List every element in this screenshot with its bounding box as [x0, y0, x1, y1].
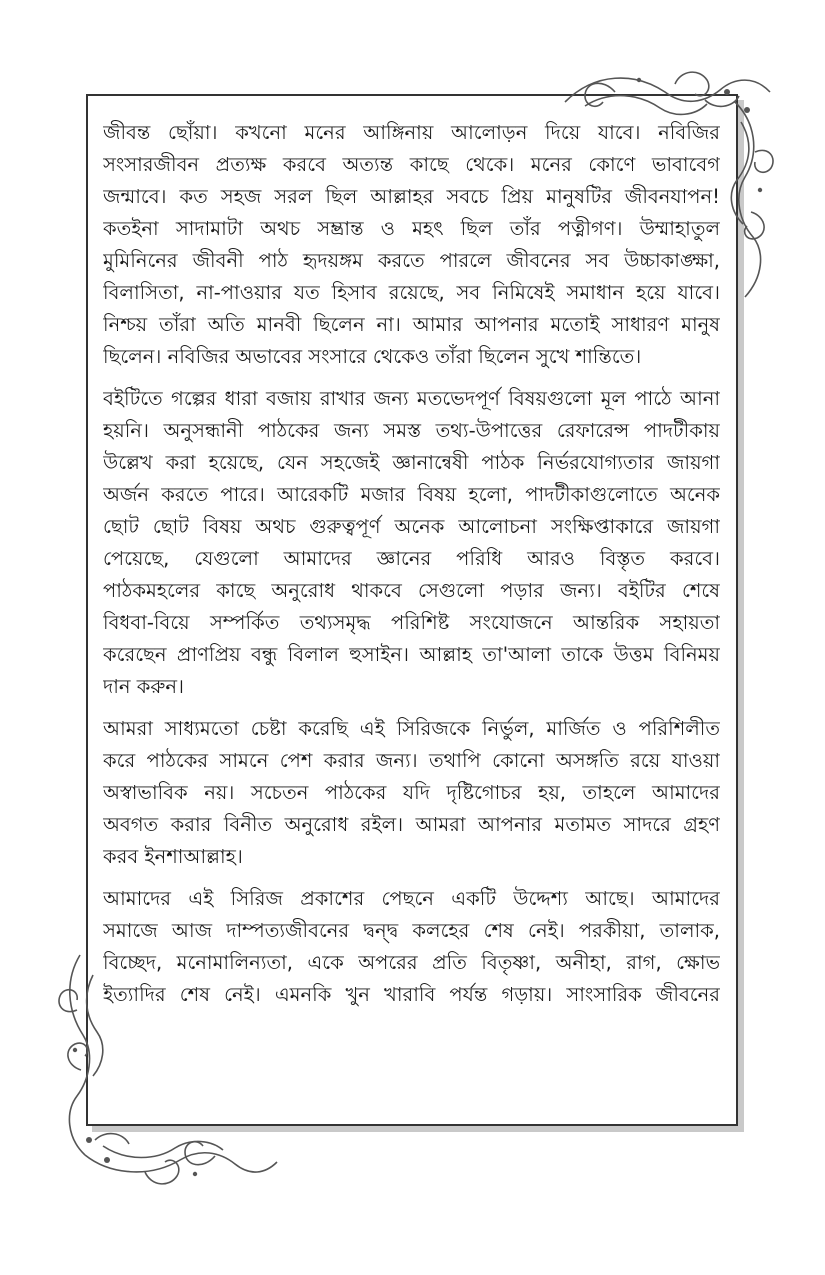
text-line: বিধবা-বিয়ে সম্পর্কিত তথ্যসমৃদ্ধ পরিশিষ্ট সংযোজনে আন্তরিক সহায়তা [103, 611, 720, 634]
text-line: অবগত করার বিনীত অনুরোধ রইল। আমরা আপনার মতামত সাদরে গ্রহণ [103, 813, 720, 836]
paragraph-1 [103, 117, 720, 373]
text-line: ছোট ছোট বিষয় অথচ গুরুত্বপূর্ণ অনেক আলোচনা সংক্ষিপ্তাকারে জায়গা [103, 515, 720, 538]
paragraph-2 [103, 383, 720, 703]
text-line: সংসারজীবন প্রত্যক্ষ করবে অত্যন্ত কাছে থেকে। মনের কোণে ভাবাবেগ [103, 153, 720, 176]
text-line: আমরা সাধ্যমতো চেষ্টা করেছি এই সিরিজকে নির্ভুল, মার্জিত ও পরিশিলীত [103, 717, 720, 740]
text-line: দান করুন। [103, 675, 184, 698]
text-line: বিচ্ছেদ, মনোমালিন্যতা, একে অপরের প্রতি বিতৃষ্ণা, অনীহা, রাগ, ক্ষোভ [103, 951, 720, 974]
text-line: পেয়েছে, যেগুলো আমাদের জ্ঞানের পরিধি আরও বিস্তৃত করবে। [103, 547, 720, 570]
text-line: জীবন্ত ছোঁয়া। কখনো মনের আঙ্গিনায় আলোড়ন দিয়ে যাবে। নবিজির [103, 121, 720, 144]
text-line: অর্জন করতে পারে। আরেকটি মজার বিষয় হলো, পাদটীকাগুলোতে অনেক [103, 483, 720, 506]
text-line: আমাদের এই সিরিজ প্রকাশের পেছনে একটি উদ্দেশ্য আছে। আমাদের [103, 887, 720, 910]
text-line: ইত্যাদির শেষ নেই। এমনকি খুন খারাবি পর্যন্ত গড়ায়। সাংসারিক জীবনের [103, 983, 720, 1006]
text-line: করব ইনশাআল্লাহ। [103, 845, 243, 868]
text-line: বইটিতে গল্পের ধারা বজায় রাখার জন্য মতভেদপূর্ণ বিষয়গুলো মূল পাঠে আনা [103, 387, 720, 410]
text-line: করে পাঠকের সামনে পেশ করার জন্য। তথাপি কোনো অসঙ্গতি রয়ে যাওয়া [103, 749, 720, 772]
text-line: বিলাসিতা, না-পাওয়ার যত হিসাব রয়েছে, সব নিমিষেই সমাধান হয়ে যাবে। [103, 281, 720, 304]
body-text [103, 117, 720, 1107]
text-line: উল্লেখ করা হয়েছে, যেন সহজেই জ্ঞানান্বেষী পাঠক নির্ভরযোগ্যতার জায়গা [103, 451, 720, 474]
text-line: জন্মাবে। কত সহজ সরল ছিল আল্লাহর সবচে প্রিয় মানুষটির জীবনযাপন! [103, 185, 720, 208]
paragraph-4 [103, 883, 720, 1011]
text-line: কতইনা সাদামাটা অথচ সম্ভ্রান্ত ও মহৎ ছিল তাঁর পত্নীগণ। উম্মাহাতুল [103, 217, 720, 240]
text-line: হয়নি। অনুসন্ধানী পাঠকের জন্য সমস্ত তথ্য-উপাত্তের রেফারেন্স পাদটীকায় [103, 419, 720, 442]
text-line: করেছেন প্রাণপ্রিয় বন্ধু বিলাল হুসাইন। আল্লাহ তা'আলা তাকে উত্তম বিনিময় [103, 643, 720, 666]
text-line: মুমিনিনের জীবনী পাঠ হৃদয়ঙ্গম করতে পারলে জীবনের সব উচ্চাকাঙ্ক্ষা, [103, 249, 720, 272]
text-line: ছিলেন। নবিজির অভাবের সংসারে থেকেও তাঁরা ছিলেন সুখে শান্তিতে। [103, 345, 642, 368]
text-line: নিশ্চয় তাঁরা অতি মানবী ছিলেন না। আমার আপনার মতোই সাধারণ মানুষ [103, 313, 720, 336]
paragraph-3 [103, 713, 720, 873]
text-line: পাঠকমহলের কাছে অনুরোধ থাকবে সেগুলো পড়ার জন্য। বইটির শেষে [103, 579, 720, 602]
text-line: অস্বাভাবিক নয়। সচেতন পাঠকের যদি দৃষ্টিগোচর হয়, তাহলে আমাদের [103, 781, 720, 804]
text-line: সমাজে আজ দাম্পত্যজীবনের দ্বন্দ্ব কলহের শেষ নেই। পরকীয়া, তালাক, [103, 919, 720, 942]
